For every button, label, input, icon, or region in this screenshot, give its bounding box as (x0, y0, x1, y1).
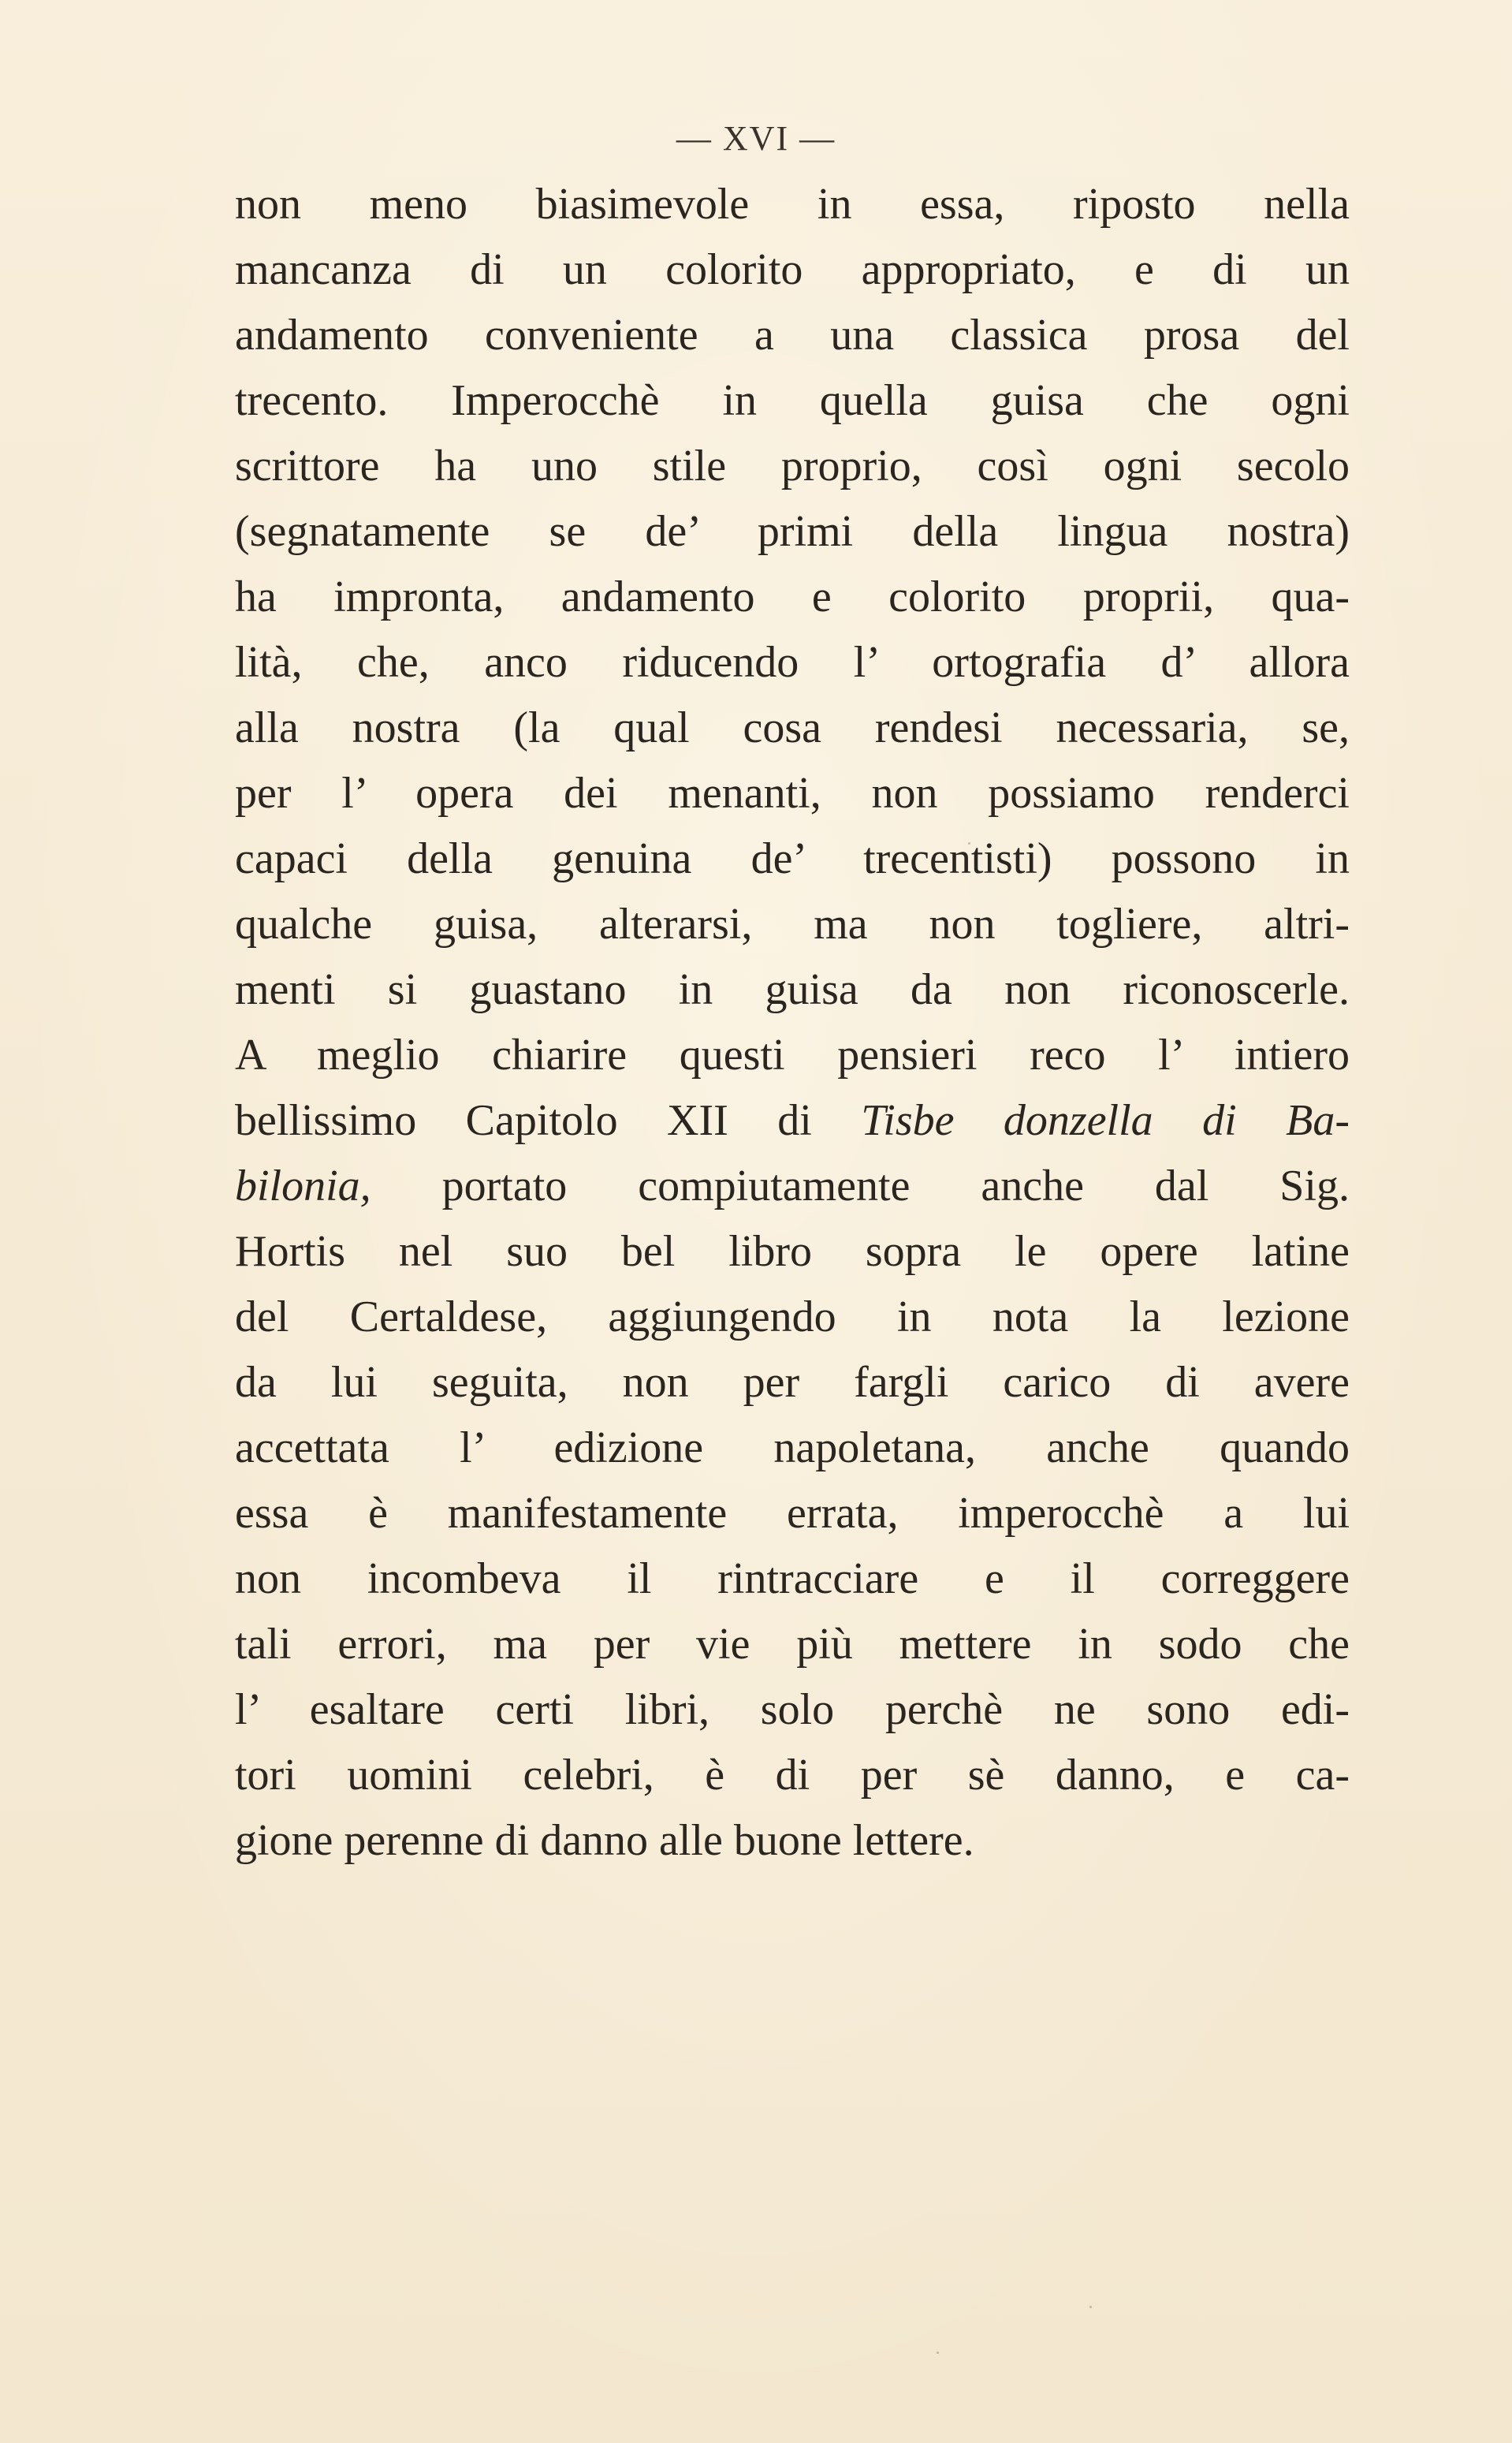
text-line: andamento conveniente a una classica prosa del (235, 311, 1350, 360)
text-line: per l’ opera dei menanti, non possiamo renderci (235, 769, 1350, 818)
text-line: da lui seguita, non per fargli carico di avere (235, 1358, 1350, 1407)
page-number: — XVI — (676, 119, 836, 158)
text-line: ha impronta, andamento e colorito proprii, qua- (235, 573, 1350, 621)
text-line: non meno biasimevole in essa, riposto nella (235, 180, 1350, 229)
text-line: del Certaldese, aggiungendo in nota la lezione (235, 1292, 1350, 1341)
text-line: tali errori, ma per vie più mettere in sodo che (235, 1620, 1350, 1669)
text-line-with-title (235, 1088, 1350, 1154)
text-line: alla nostra (la qual cosa rendesi necessaria, se, (235, 703, 1350, 752)
text-line: Hortis nel suo bel libro sopra le opere latine (235, 1227, 1350, 1276)
text-line-last: gione perenne di danno alle buone lettere. (235, 1816, 974, 1865)
text-line: trecento. Imperocchè in quella guisa che ogni (235, 376, 1350, 425)
text-line: lità, che, anco riducendo l’ ortografia d’ allora (235, 638, 1350, 687)
text-line-with-title (235, 1154, 1350, 1219)
paper-speck (937, 2352, 939, 2354)
text-line: menti si guastano in guisa da non riconoscerle. (235, 965, 1350, 1014)
text-line: (segnatamente se de’ primi della lingua nostra) (235, 507, 1350, 556)
paper-speck (236, 860, 239, 862)
text-line: A meglio chiarire questi pensieri reco l’ intiero (235, 1031, 1350, 1080)
text-line: mancanza di un colorito appropriato, e di un (235, 245, 1350, 294)
text-line: essa è manifestamente errata, imperocchè a lui (235, 1489, 1350, 1538)
text-line: scrittore ha uno stile proprio, così ogni secolo (235, 442, 1350, 490)
text-line: tori uomini celebri, è di per sè danno, e ca- (235, 1751, 1350, 1800)
italic-title-part-2: bilonia, (235, 1162, 371, 1210)
text-segment: bellissimo Capitolo XII di (235, 1096, 862, 1145)
text-line: qualche guisa, alterarsi, ma non togliere, altri- (235, 900, 1350, 949)
text-line: non incombeva il rintracciare e il correggere (235, 1554, 1350, 1603)
paper-speck (1089, 2306, 1092, 2308)
body-text (235, 172, 1350, 1874)
text-segment: portato compiutamente anche dal Sig. (371, 1162, 1350, 1210)
text-line: capaci della genuina de’ trecentisti) possono in (235, 834, 1350, 883)
paper-speck (968, 842, 970, 845)
text-line: l’ esaltare certi libri, solo perchè ne sono edi- (235, 1685, 1350, 1734)
italic-title-part-1: Tisbe donzella di Ba- (861, 1096, 1350, 1145)
text-line: accettata l’ edizione napoletana, anche quando (235, 1423, 1350, 1472)
